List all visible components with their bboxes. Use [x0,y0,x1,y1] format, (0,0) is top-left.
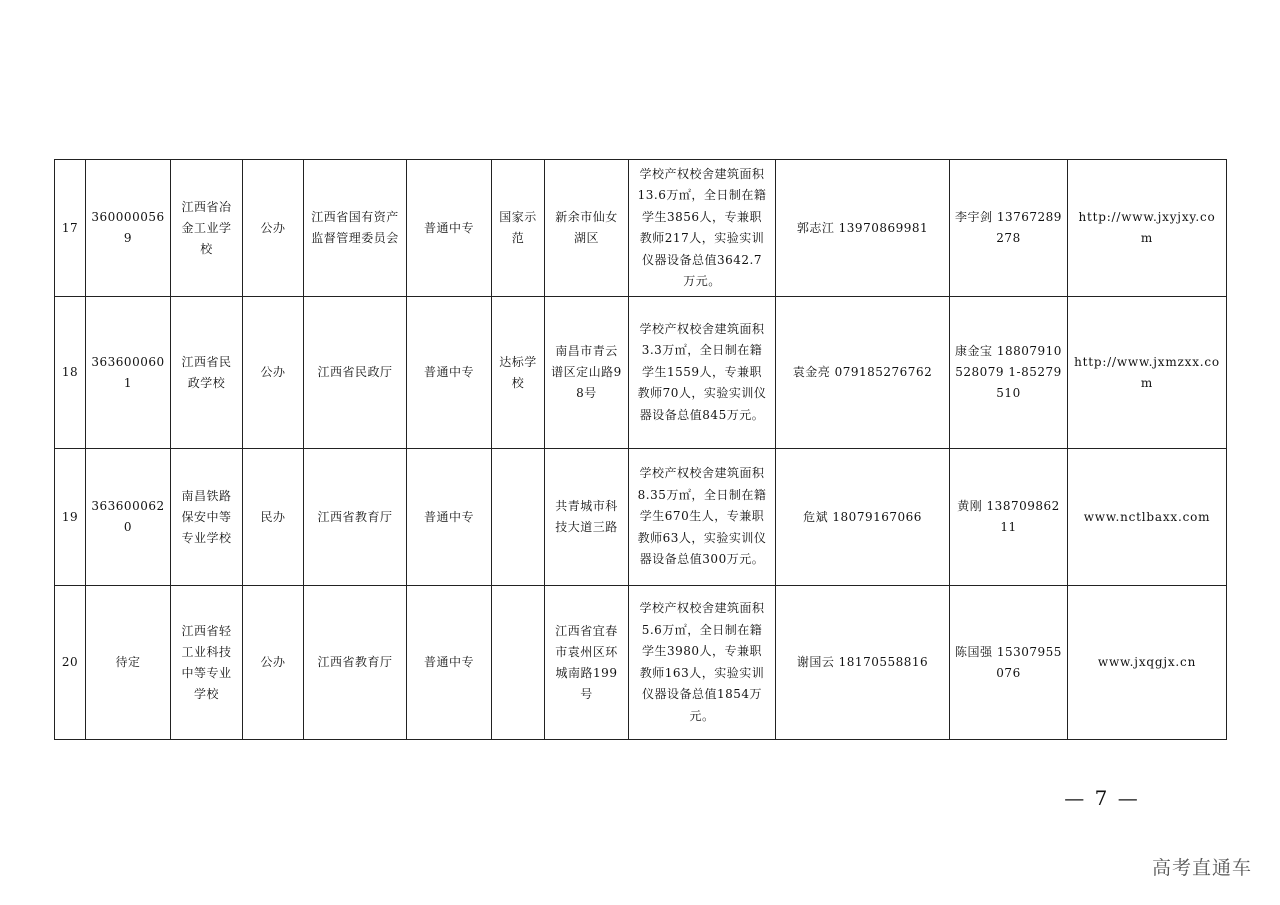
school-nature: 公办 [243,160,304,297]
legal-representative: 袁金亮 079185276762 [776,297,950,449]
school-code: 3636000601 [86,297,171,449]
school-tier: 国家示范 [492,160,545,297]
school-code: 3636000620 [86,449,171,586]
school-name: 南昌铁路保安中等专业学校 [171,449,243,586]
contact-person: 李宇剑 13767289278 [950,160,1068,297]
school-code: 待定 [86,586,171,740]
contact-person: 康金宝 18807910528079 1-85279510 [950,297,1068,449]
school-authority: 江西省教育厅 [304,449,407,586]
school-level: 普通中专 [407,586,492,740]
table-row [55,160,1227,297]
school-website: http://www.jxmzxx.com [1068,297,1227,449]
school-code: 3600000569 [86,160,171,297]
school-table [54,159,1227,740]
school-description: 学校产权校舍建筑面积13.6万㎡，全日制在籍学生3856人，专兼职教师217人，实验实训仪器设备总值3642.7万元。 [629,160,776,297]
table-row [55,586,1227,740]
table-row [55,297,1227,449]
school-address: 江西省宜春市袁州区环城南路199号 [545,586,629,740]
school-level: 普通中专 [407,449,492,586]
contact-person: 黄刚 13870986211 [950,449,1068,586]
school-name: 江西省轻工业科技中等专业学校 [171,586,243,740]
school-name: 江西省冶金工业学校 [171,160,243,297]
legal-representative: 郭志江 13970869981 [776,160,950,297]
school-authority: 江西省教育厅 [304,586,407,740]
row-number: 19 [55,449,86,586]
school-website: http://www.jxyjxy.com [1068,160,1227,297]
school-description: 学校产权校舍建筑面积5.6万㎡，全日制在籍学生3980人，专兼职教师163人，实验实训仪器设备总值1854万元。 [629,586,776,740]
school-authority: 江西省国有资产监督管理委员会 [304,160,407,297]
school-address: 南昌市青云谱区定山路98号 [545,297,629,449]
table-row [55,449,1227,586]
school-tier: 达标学校 [492,297,545,449]
legal-representative: 谢国云 18170558816 [776,586,950,740]
school-authority: 江西省民政厅 [304,297,407,449]
school-address: 新余市仙女湖区 [545,160,629,297]
watermark: 高考直通车 [1151,857,1252,879]
school-level: 普通中专 [407,160,492,297]
school-level: 普通中专 [407,297,492,449]
school-tier [492,449,545,586]
row-number: 20 [55,586,86,740]
row-number: 17 [55,160,86,297]
legal-representative: 危斌 18079167066 [776,449,950,586]
page-number: — 7 — [1064,786,1140,810]
school-description: 学校产权校舍建筑面积3.3万㎡，全日制在籍学生1559人，专兼职教师70人，实验实训仪器设备总值845万元。 [629,297,776,449]
school-nature: 公办 [243,586,304,740]
school-name: 江西省民政学校 [171,297,243,449]
school-nature: 公办 [243,297,304,449]
school-website: www.jxqgjx.cn [1068,586,1227,740]
row-number: 18 [55,297,86,449]
contact-person: 陈国强 15307955076 [950,586,1068,740]
school-nature: 民办 [243,449,304,586]
school-description: 学校产权校舍建筑面积8.35万㎡，全日制在籍学生670生人，专兼职教师63人，实验实训仪器设备总值300万元。 [629,449,776,586]
school-address: 共青城市科技大道三路 [545,449,629,586]
school-tier [492,586,545,740]
school-website: www.nctlbaxx.com [1068,449,1227,586]
